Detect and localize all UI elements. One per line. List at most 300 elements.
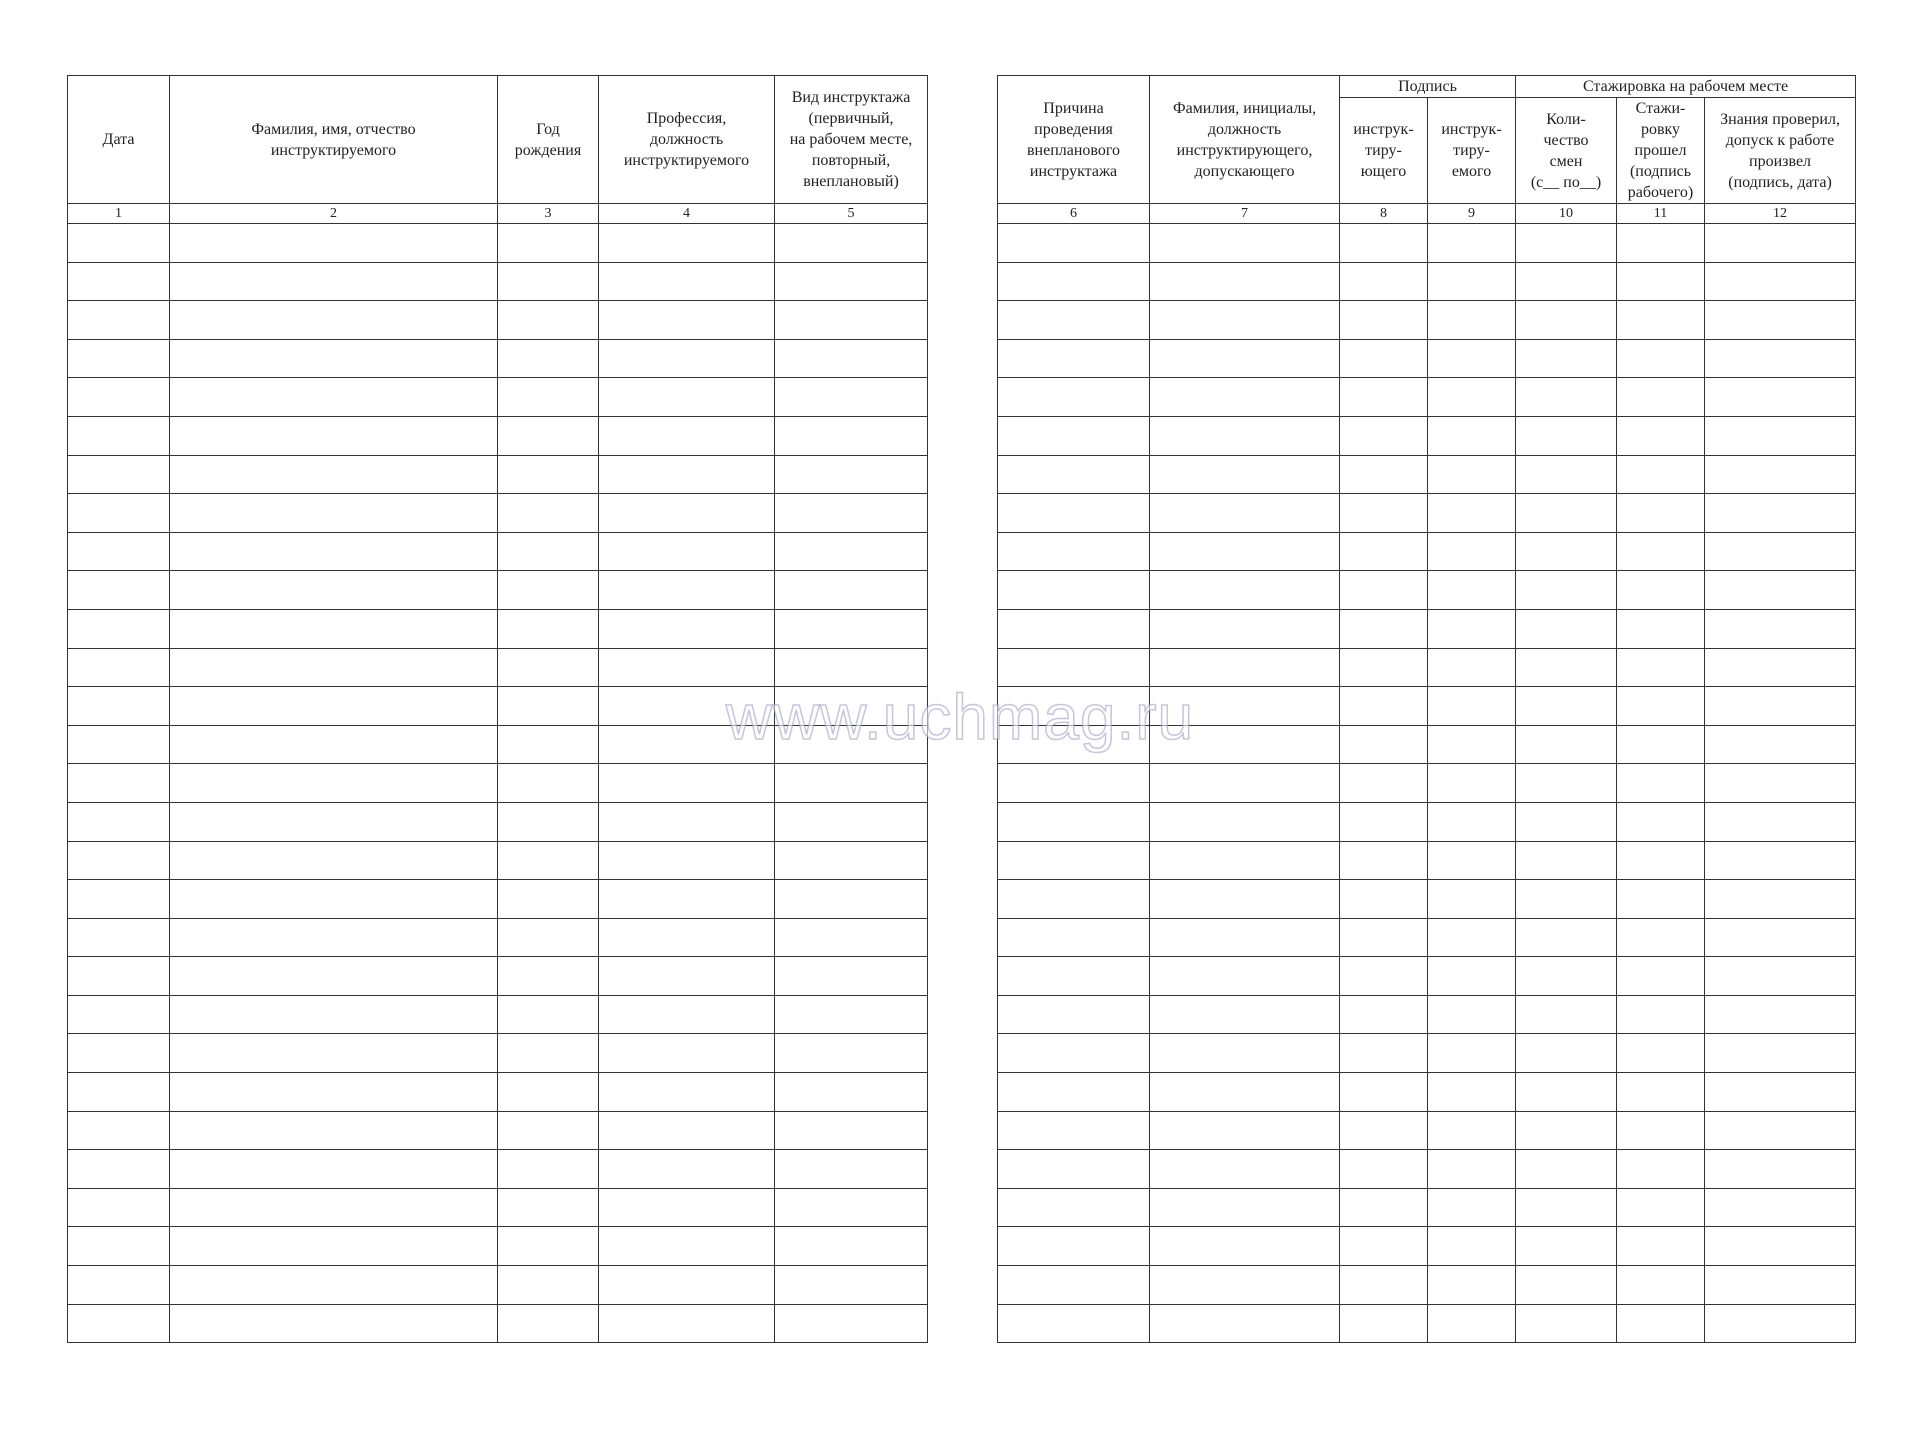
table-cell[interactable] [1617, 301, 1705, 340]
table-cell[interactable] [68, 1188, 170, 1227]
table-cell[interactable] [1705, 1073, 1856, 1112]
table-cell[interactable] [170, 725, 498, 764]
table-cell[interactable] [599, 841, 775, 880]
table-cell[interactable] [498, 224, 599, 263]
table-cell[interactable] [998, 224, 1150, 263]
table-cell[interactable] [68, 301, 170, 340]
table-cell[interactable] [68, 725, 170, 764]
table-cell[interactable] [170, 1150, 498, 1189]
table-cell[interactable] [170, 1304, 498, 1343]
table-cell[interactable] [775, 1188, 928, 1227]
table-cell[interactable] [1340, 1227, 1428, 1266]
table-cell[interactable] [68, 957, 170, 996]
table-cell[interactable] [1516, 764, 1617, 803]
table-cell[interactable] [599, 648, 775, 687]
table-cell[interactable] [1340, 957, 1428, 996]
table-cell[interactable] [775, 880, 928, 919]
table-cell[interactable] [1617, 1188, 1705, 1227]
table-cell[interactable] [68, 1266, 170, 1305]
table-cell[interactable] [1516, 609, 1617, 648]
table-cell[interactable] [1428, 957, 1516, 996]
table-cell[interactable] [599, 571, 775, 610]
table-cell[interactable] [775, 224, 928, 263]
table-cell[interactable] [1617, 339, 1705, 378]
table-cell[interactable] [1150, 802, 1340, 841]
table-cell[interactable] [599, 301, 775, 340]
table-cell[interactable] [170, 378, 498, 417]
table-cell[interactable] [1428, 725, 1516, 764]
table-cell[interactable] [1617, 725, 1705, 764]
table-cell[interactable] [498, 841, 599, 880]
table-cell[interactable] [599, 802, 775, 841]
table-cell[interactable] [599, 1073, 775, 1112]
table-cell[interactable] [170, 224, 498, 263]
table-cell[interactable] [1428, 262, 1516, 301]
table-cell[interactable] [599, 224, 775, 263]
table-cell[interactable] [68, 378, 170, 417]
table-cell[interactable] [1617, 416, 1705, 455]
table-cell[interactable] [498, 1304, 599, 1343]
table-cell[interactable] [998, 1111, 1150, 1150]
table-cell[interactable] [1340, 1188, 1428, 1227]
table-cell[interactable] [1150, 764, 1340, 803]
table-cell[interactable] [1150, 648, 1340, 687]
table-cell[interactable] [68, 571, 170, 610]
table-cell[interactable] [1617, 841, 1705, 880]
table-cell[interactable] [1705, 1188, 1856, 1227]
table-cell[interactable] [498, 1150, 599, 1189]
table-cell[interactable] [998, 262, 1150, 301]
table-cell[interactable] [599, 918, 775, 957]
table-cell[interactable] [998, 609, 1150, 648]
table-cell[interactable] [498, 494, 599, 533]
table-cell[interactable] [1516, 957, 1617, 996]
table-cell[interactable] [775, 1227, 928, 1266]
table-cell[interactable] [1705, 1266, 1856, 1305]
table-cell[interactable] [998, 532, 1150, 571]
table-cell[interactable] [68, 532, 170, 571]
table-cell[interactable] [1617, 1266, 1705, 1305]
table-cell[interactable] [1340, 301, 1428, 340]
table-cell[interactable] [1150, 262, 1340, 301]
table-cell[interactable] [998, 1227, 1150, 1266]
table-cell[interactable] [1150, 841, 1340, 880]
table-cell[interactable] [1516, 880, 1617, 919]
table-cell[interactable] [1428, 918, 1516, 957]
table-cell[interactable] [998, 764, 1150, 803]
table-cell[interactable] [775, 648, 928, 687]
table-cell[interactable] [1428, 339, 1516, 378]
table-cell[interactable] [1150, 880, 1340, 919]
table-cell[interactable] [1340, 1304, 1428, 1343]
table-cell[interactable] [170, 764, 498, 803]
table-cell[interactable] [1617, 224, 1705, 263]
table-cell[interactable] [1340, 1034, 1428, 1073]
table-cell[interactable] [775, 1150, 928, 1189]
table-cell[interactable] [998, 687, 1150, 726]
table-cell[interactable] [170, 532, 498, 571]
table-cell[interactable] [775, 609, 928, 648]
table-cell[interactable] [68, 416, 170, 455]
table-cell[interactable] [1516, 1073, 1617, 1112]
table-cell[interactable] [1617, 1073, 1705, 1112]
table-cell[interactable] [599, 1034, 775, 1073]
table-cell[interactable] [170, 957, 498, 996]
table-cell[interactable] [68, 609, 170, 648]
table-cell[interactable] [1340, 1111, 1428, 1150]
table-cell[interactable] [1705, 1227, 1856, 1266]
table-cell[interactable] [1617, 1150, 1705, 1189]
table-cell[interactable] [1617, 764, 1705, 803]
table-cell[interactable] [775, 1304, 928, 1343]
table-cell[interactable] [775, 571, 928, 610]
table-cell[interactable] [775, 1034, 928, 1073]
table-cell[interactable] [1428, 1188, 1516, 1227]
table-cell[interactable] [1150, 687, 1340, 726]
table-cell[interactable] [1617, 648, 1705, 687]
table-cell[interactable] [1428, 571, 1516, 610]
table-cell[interactable] [1705, 378, 1856, 417]
table-cell[interactable] [1150, 339, 1340, 378]
table-cell[interactable] [775, 301, 928, 340]
table-cell[interactable] [1150, 1304, 1340, 1343]
table-cell[interactable] [1617, 494, 1705, 533]
table-cell[interactable] [68, 1304, 170, 1343]
table-cell[interactable] [498, 455, 599, 494]
table-cell[interactable] [998, 571, 1150, 610]
table-cell[interactable] [599, 687, 775, 726]
table-cell[interactable] [170, 262, 498, 301]
table-cell[interactable] [68, 687, 170, 726]
table-cell[interactable] [1150, 725, 1340, 764]
table-cell[interactable] [998, 1034, 1150, 1073]
table-cell[interactable] [170, 455, 498, 494]
table-cell[interactable] [1340, 224, 1428, 263]
table-cell[interactable] [1516, 1034, 1617, 1073]
table-cell[interactable] [1705, 802, 1856, 841]
table-cell[interactable] [1428, 1150, 1516, 1189]
table-cell[interactable] [68, 1034, 170, 1073]
table-cell[interactable] [1428, 648, 1516, 687]
table-cell[interactable] [1150, 1266, 1340, 1305]
table-cell[interactable] [498, 378, 599, 417]
table-cell[interactable] [1705, 687, 1856, 726]
table-cell[interactable] [1516, 1111, 1617, 1150]
table-cell[interactable] [1428, 841, 1516, 880]
table-cell[interactable] [1516, 1304, 1617, 1343]
table-cell[interactable] [1340, 339, 1428, 378]
table-cell[interactable] [68, 648, 170, 687]
table-cell[interactable] [1516, 841, 1617, 880]
table-cell[interactable] [1617, 532, 1705, 571]
table-cell[interactable] [1428, 378, 1516, 417]
table-cell[interactable] [1428, 494, 1516, 533]
table-cell[interactable] [498, 1266, 599, 1305]
table-cell[interactable] [1516, 1188, 1617, 1227]
table-cell[interactable] [1150, 995, 1340, 1034]
table-cell[interactable] [1617, 880, 1705, 919]
table-cell[interactable] [1428, 532, 1516, 571]
table-cell[interactable] [1705, 1034, 1856, 1073]
table-cell[interactable] [68, 1073, 170, 1112]
table-cell[interactable] [1340, 687, 1428, 726]
table-cell[interactable] [1428, 995, 1516, 1034]
table-cell[interactable] [498, 571, 599, 610]
table-cell[interactable] [68, 224, 170, 263]
table-cell[interactable] [1428, 802, 1516, 841]
table-cell[interactable] [1516, 532, 1617, 571]
table-cell[interactable] [1340, 494, 1428, 533]
table-cell[interactable] [1705, 918, 1856, 957]
table-cell[interactable] [170, 1034, 498, 1073]
table-cell[interactable] [1705, 1150, 1856, 1189]
table-cell[interactable] [498, 918, 599, 957]
table-cell[interactable] [1617, 1034, 1705, 1073]
table-cell[interactable] [775, 262, 928, 301]
table-cell[interactable] [1705, 957, 1856, 996]
table-cell[interactable] [1428, 416, 1516, 455]
table-cell[interactable] [1150, 378, 1340, 417]
table-cell[interactable] [998, 802, 1150, 841]
table-cell[interactable] [998, 918, 1150, 957]
table-cell[interactable] [599, 1111, 775, 1150]
table-cell[interactable] [1340, 1266, 1428, 1305]
table-cell[interactable] [998, 725, 1150, 764]
table-cell[interactable] [1617, 1111, 1705, 1150]
table-cell[interactable] [68, 455, 170, 494]
table-cell[interactable] [170, 648, 498, 687]
table-cell[interactable] [599, 609, 775, 648]
table-cell[interactable] [775, 957, 928, 996]
table-cell[interactable] [998, 1188, 1150, 1227]
table-cell[interactable] [1150, 1034, 1340, 1073]
table-cell[interactable] [775, 687, 928, 726]
table-cell[interactable] [170, 995, 498, 1034]
table-cell[interactable] [1150, 1073, 1340, 1112]
table-cell[interactable] [170, 1111, 498, 1150]
table-cell[interactable] [599, 532, 775, 571]
table-cell[interactable] [1150, 532, 1340, 571]
table-cell[interactable] [1428, 1266, 1516, 1305]
table-cell[interactable] [498, 648, 599, 687]
table-cell[interactable] [170, 841, 498, 880]
table-cell[interactable] [170, 416, 498, 455]
table-cell[interactable] [1617, 1227, 1705, 1266]
table-cell[interactable] [1340, 378, 1428, 417]
table-cell[interactable] [599, 416, 775, 455]
table-cell[interactable] [1617, 687, 1705, 726]
table-cell[interactable] [1705, 880, 1856, 919]
table-cell[interactable] [1428, 224, 1516, 263]
table-cell[interactable] [1705, 224, 1856, 263]
table-cell[interactable] [1617, 802, 1705, 841]
table-cell[interactable] [1617, 262, 1705, 301]
table-cell[interactable] [599, 262, 775, 301]
table-cell[interactable] [599, 494, 775, 533]
table-cell[interactable] [599, 455, 775, 494]
table-cell[interactable] [1428, 764, 1516, 803]
table-cell[interactable] [498, 1073, 599, 1112]
table-cell[interactable] [1340, 532, 1428, 571]
table-cell[interactable] [1516, 918, 1617, 957]
table-cell[interactable] [599, 1188, 775, 1227]
table-cell[interactable] [1340, 841, 1428, 880]
table-cell[interactable] [68, 995, 170, 1034]
table-cell[interactable] [68, 1111, 170, 1150]
table-cell[interactable] [498, 880, 599, 919]
table-cell[interactable] [775, 1073, 928, 1112]
table-cell[interactable] [599, 1227, 775, 1266]
table-cell[interactable] [1516, 995, 1617, 1034]
table-cell[interactable] [170, 918, 498, 957]
table-cell[interactable] [775, 1266, 928, 1305]
table-cell[interactable] [1516, 1266, 1617, 1305]
table-cell[interactable] [1428, 455, 1516, 494]
table-cell[interactable] [170, 1073, 498, 1112]
table-cell[interactable] [498, 416, 599, 455]
table-cell[interactable] [775, 725, 928, 764]
table-cell[interactable] [998, 1266, 1150, 1305]
table-cell[interactable] [775, 802, 928, 841]
table-cell[interactable] [599, 1304, 775, 1343]
table-cell[interactable] [498, 339, 599, 378]
table-cell[interactable] [170, 494, 498, 533]
table-cell[interactable] [1705, 725, 1856, 764]
table-cell[interactable] [1150, 224, 1340, 263]
table-cell[interactable] [68, 880, 170, 919]
table-cell[interactable] [170, 301, 498, 340]
table-cell[interactable] [1705, 571, 1856, 610]
table-cell[interactable] [775, 995, 928, 1034]
table-cell[interactable] [1428, 609, 1516, 648]
table-cell[interactable] [498, 725, 599, 764]
table-cell[interactable] [1150, 1150, 1340, 1189]
table-cell[interactable] [998, 648, 1150, 687]
table-cell[interactable] [1705, 301, 1856, 340]
table-cell[interactable] [1516, 687, 1617, 726]
table-cell[interactable] [998, 841, 1150, 880]
table-cell[interactable] [1340, 648, 1428, 687]
table-cell[interactable] [1150, 494, 1340, 533]
table-cell[interactable] [1150, 957, 1340, 996]
table-cell[interactable] [68, 841, 170, 880]
table-cell[interactable] [498, 1111, 599, 1150]
table-cell[interactable] [170, 1188, 498, 1227]
table-cell[interactable] [599, 880, 775, 919]
table-cell[interactable] [599, 378, 775, 417]
table-cell[interactable] [68, 802, 170, 841]
table-cell[interactable] [1516, 1150, 1617, 1189]
table-cell[interactable] [1516, 224, 1617, 263]
table-cell[interactable] [498, 301, 599, 340]
table-cell[interactable] [1516, 378, 1617, 417]
table-cell[interactable] [498, 802, 599, 841]
table-cell[interactable] [1705, 995, 1856, 1034]
table-cell[interactable] [1705, 416, 1856, 455]
table-cell[interactable] [1705, 262, 1856, 301]
table-cell[interactable] [1516, 725, 1617, 764]
table-cell[interactable] [775, 532, 928, 571]
table-cell[interactable] [170, 802, 498, 841]
table-cell[interactable] [998, 995, 1150, 1034]
table-cell[interactable] [599, 1266, 775, 1305]
table-cell[interactable] [1705, 494, 1856, 533]
table-cell[interactable] [998, 1304, 1150, 1343]
table-cell[interactable] [998, 1073, 1150, 1112]
table-cell[interactable] [1340, 725, 1428, 764]
table-cell[interactable] [775, 494, 928, 533]
table-cell[interactable] [1340, 1150, 1428, 1189]
table-cell[interactable] [1428, 301, 1516, 340]
table-cell[interactable] [1705, 841, 1856, 880]
table-cell[interactable] [1340, 571, 1428, 610]
table-cell[interactable] [775, 841, 928, 880]
table-cell[interactable] [1150, 609, 1340, 648]
table-cell[interactable] [498, 262, 599, 301]
table-cell[interactable] [1705, 648, 1856, 687]
table-cell[interactable] [170, 687, 498, 726]
table-cell[interactable] [599, 1150, 775, 1189]
table-cell[interactable] [1516, 416, 1617, 455]
table-cell[interactable] [1340, 416, 1428, 455]
table-cell[interactable] [1617, 918, 1705, 957]
table-cell[interactable] [1617, 1304, 1705, 1343]
table-cell[interactable] [1340, 802, 1428, 841]
table-cell[interactable] [1705, 455, 1856, 494]
table-cell[interactable] [775, 378, 928, 417]
table-cell[interactable] [775, 1111, 928, 1150]
table-cell[interactable] [998, 339, 1150, 378]
table-cell[interactable] [1617, 571, 1705, 610]
table-cell[interactable] [1150, 455, 1340, 494]
table-cell[interactable] [775, 339, 928, 378]
table-cell[interactable] [1705, 1304, 1856, 1343]
table-cell[interactable] [1516, 1227, 1617, 1266]
table-cell[interactable] [998, 455, 1150, 494]
table-cell[interactable] [1428, 1034, 1516, 1073]
table-cell[interactable] [1150, 301, 1340, 340]
table-cell[interactable] [498, 1227, 599, 1266]
table-cell[interactable] [775, 455, 928, 494]
table-cell[interactable] [599, 339, 775, 378]
table-cell[interactable] [1516, 301, 1617, 340]
table-cell[interactable] [1340, 918, 1428, 957]
table-cell[interactable] [1705, 1111, 1856, 1150]
table-cell[interactable] [1340, 262, 1428, 301]
table-cell[interactable] [998, 301, 1150, 340]
table-cell[interactable] [68, 1227, 170, 1266]
table-cell[interactable] [498, 957, 599, 996]
table-cell[interactable] [1340, 880, 1428, 919]
table-cell[interactable] [998, 880, 1150, 919]
table-cell[interactable] [1428, 1073, 1516, 1112]
table-cell[interactable] [68, 262, 170, 301]
table-cell[interactable] [1428, 687, 1516, 726]
table-cell[interactable] [1705, 764, 1856, 803]
table-cell[interactable] [1428, 1227, 1516, 1266]
table-cell[interactable] [1617, 455, 1705, 494]
table-cell[interactable] [1428, 1111, 1516, 1150]
table-cell[interactable] [998, 378, 1150, 417]
table-cell[interactable] [170, 609, 498, 648]
table-cell[interactable] [775, 764, 928, 803]
table-cell[interactable] [498, 1188, 599, 1227]
table-cell[interactable] [998, 957, 1150, 996]
table-cell[interactable] [498, 532, 599, 571]
table-cell[interactable] [1150, 571, 1340, 610]
table-cell[interactable] [1617, 995, 1705, 1034]
table-cell[interactable] [170, 1227, 498, 1266]
